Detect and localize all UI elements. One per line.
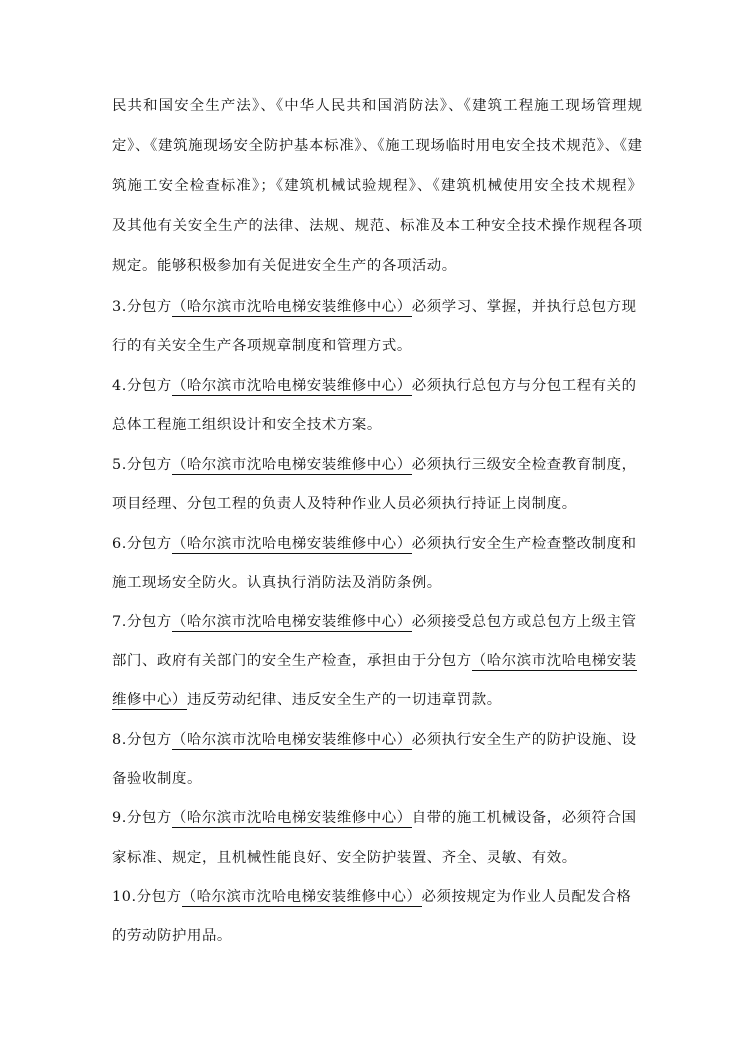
list-item xyxy=(112,730,642,750)
list-item xyxy=(112,297,642,317)
party-name: （哈尔滨市沈哈电梯安装维修中心） xyxy=(171,299,412,315)
party-name: 维修中心） xyxy=(112,692,187,708)
item-text: 自带的施工机械设备，必须符合国 xyxy=(411,810,637,826)
item-prefix: 分包方 xyxy=(126,810,172,826)
item-number: 4. xyxy=(112,378,127,394)
party-name: （哈尔滨市沈哈电梯安装维修中心） xyxy=(171,378,412,394)
list-item xyxy=(112,455,642,475)
list-item-continuation: 备验收制度。 xyxy=(112,771,202,787)
party-name: （哈尔滨市沈哈电梯安装维修中心） xyxy=(171,457,412,473)
paragraph-line: 规定。能够积极参加有关促进安全生产的各项活动。 xyxy=(112,258,457,274)
item-text: 部门、政府有关部门的安全生产检查，承担由于分包方 xyxy=(112,653,472,669)
list-item xyxy=(112,376,642,396)
paragraph-line: 定》、《建筑施现场安全防护基本标准》、《施工现场临时用电安全技术规范》、《建 xyxy=(112,138,642,154)
party-name: （哈尔滨市沈哈电梯安装维修中心） xyxy=(181,889,422,905)
list-item xyxy=(112,534,642,554)
item-prefix: 分包方 xyxy=(126,457,172,473)
list-item-continuation: 家标准、规定，且机械性能良好、安全防护装置、齐全、灵敏、有效。 xyxy=(112,850,577,866)
list-item-continuation: 施工现场安全防火。认真执行消防法及消防条例。 xyxy=(112,575,442,591)
list-item-continuation: 总体工程施工组织设计和安全技术方案。 xyxy=(112,417,382,433)
party-name: （哈尔滨市沈哈电梯安装 xyxy=(471,653,637,669)
list-item xyxy=(112,808,642,828)
item-number: 9. xyxy=(112,810,127,826)
item-text: 必须执行三级安全检查教育制度， xyxy=(411,457,637,473)
paragraph-line: 筑施工安全检查标准》；《建筑机械试验规程》、《建筑机械使用安全技术规程》 xyxy=(112,178,642,194)
item-text: 必须按规定为作业人员配发合格 xyxy=(421,889,632,905)
list-item-continuation: 的劳动防护用品。 xyxy=(112,928,232,944)
list-item-continuation xyxy=(112,651,642,671)
list-item-continuation: 行的有关安全生产各项规章制度和管理方式。 xyxy=(112,338,412,354)
item-prefix: 分包方 xyxy=(126,378,172,394)
item-number: 6. xyxy=(112,536,127,552)
item-prefix: 分包方 xyxy=(126,614,172,630)
list-item xyxy=(112,887,642,907)
item-number: 5. xyxy=(112,457,127,473)
item-text: 必须执行总包方与分包工程有关的 xyxy=(411,378,637,394)
party-name: （哈尔滨市沈哈电梯安装维修中心） xyxy=(171,732,412,748)
party-name: （哈尔滨市沈哈电梯安装维修中心） xyxy=(171,810,412,826)
list-item xyxy=(112,612,642,632)
item-number: 3. xyxy=(112,299,127,315)
item-text: 违反劳动纪律、违反安全生产的一切违章罚款。 xyxy=(186,692,502,708)
paragraph-line: 及其他有关安全生产的法律、法规、规范、标准及本工种安全技术操作规程各项 xyxy=(112,218,642,234)
item-text: 必须执行安全生产检查整改制度和 xyxy=(411,536,637,552)
list-item-continuation: 项目经理、分包工程的负责人及特种作业人员必须执行持证上岗制度。 xyxy=(112,496,577,512)
item-number: 8. xyxy=(112,732,127,748)
item-text: 必须接受总包方或总包方上级主管 xyxy=(411,614,637,630)
item-text: 必须执行安全生产的防护设施、设 xyxy=(411,732,637,748)
party-name: （哈尔滨市沈哈电梯安装维修中心） xyxy=(171,614,412,630)
party-name: （哈尔滨市沈哈电梯安装维修中心） xyxy=(171,536,412,552)
paragraph-line: 民共和国安全生产法》、《中华人民共和国消防法》、《建筑工程施工现场管理规 xyxy=(112,98,642,114)
item-prefix: 分包方 xyxy=(136,889,182,905)
item-prefix: 分包方 xyxy=(126,732,172,748)
item-prefix: 分包方 xyxy=(126,536,172,552)
item-number: 10. xyxy=(112,889,137,905)
list-item-continuation xyxy=(112,690,642,710)
item-prefix: 分包方 xyxy=(126,299,172,315)
item-number: 7. xyxy=(112,614,127,630)
item-text: 必须学习、掌握，并执行总包方现 xyxy=(411,299,637,315)
